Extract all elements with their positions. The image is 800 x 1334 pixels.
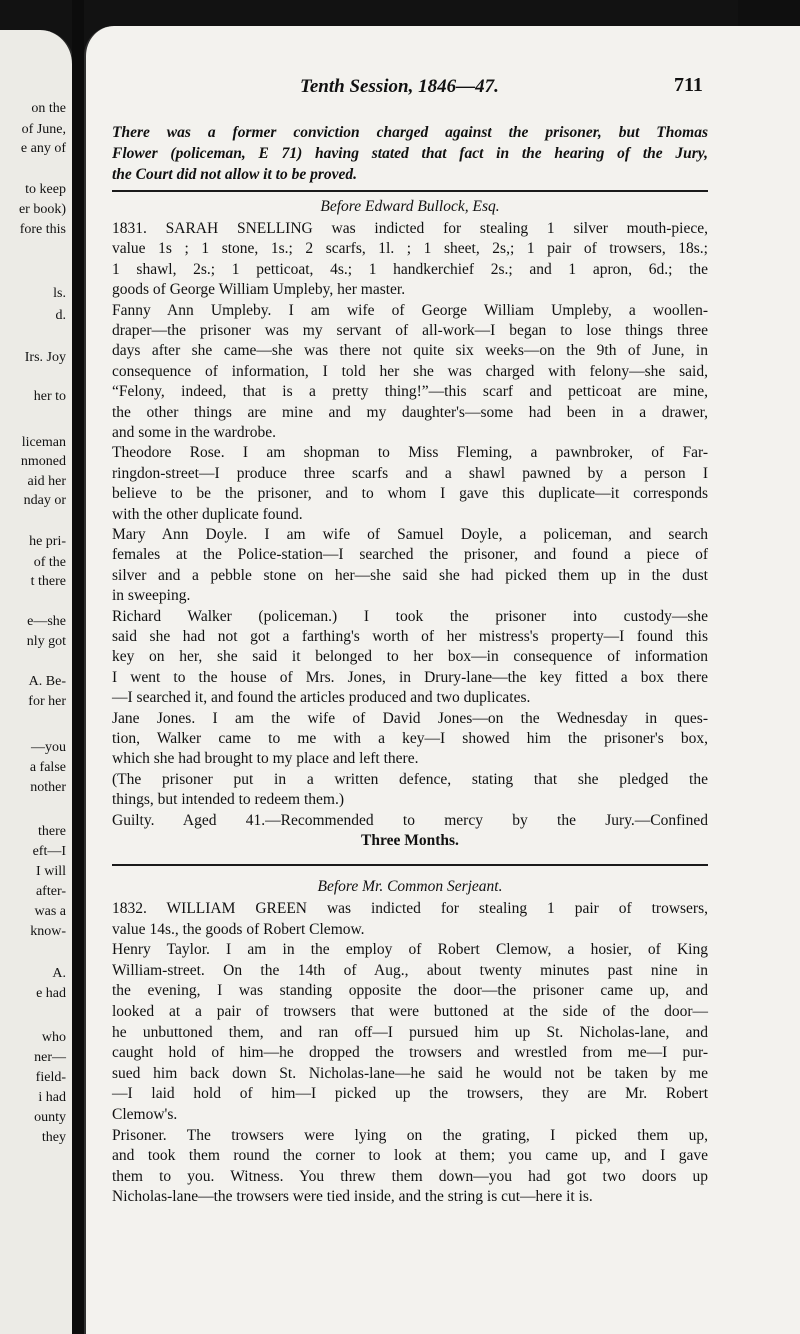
left-page-line: I will <box>36 864 66 879</box>
left-page-line: was a <box>34 904 66 919</box>
text-line: believe to be the prisoner, and to whom I gave this duplicate—it corresponds <box>112 485 708 503</box>
text-line: ringdon-street—I produce three scarfs and a shawl pawned by a person I <box>112 464 708 482</box>
left-page-line: Irs. Joy <box>24 350 66 365</box>
left-page-line: on the <box>31 101 66 116</box>
text-line: Jane Jones. I am the wife of David Jones—on the Wednesday in ques- <box>112 709 708 727</box>
left-page-line: fore this <box>19 222 66 237</box>
section-rule <box>112 190 708 192</box>
text-line: “Felony, indeed, that is a pretty thing!”—this scarf and petticoat are mine, <box>112 383 708 401</box>
left-page-line: to keep <box>25 182 66 197</box>
text-line: value 14s., the goods of Robert Clemow. <box>112 920 365 938</box>
text-line: —I searched it, and found the articles produced and two duplicates. <box>112 689 531 707</box>
left-page-line: for her <box>28 694 66 709</box>
case-before-heading: Before Mr. Common Serjeant. <box>317 878 503 895</box>
page-number: 711 <box>674 74 703 96</box>
text-line: which she had brought to my place and left there. <box>112 750 419 768</box>
text-line: goods of George William Umpleby, her master. <box>112 281 406 299</box>
left-page-fragment <box>0 30 74 1334</box>
left-page-line: e—she <box>27 614 66 629</box>
text-line: Fanny Ann Umpleby. I am wife of George William Umpleby, a woollen- <box>112 301 708 319</box>
left-page-line: know- <box>30 924 66 939</box>
text-line: I went to the house of Mrs. Jones, in Drury-lane—the key fitted a box there <box>112 668 708 686</box>
text-line: things, but intended to redeem them.) <box>112 791 345 809</box>
text-line: and took them round the corner to look at them; you came up, and I gave <box>112 1147 708 1165</box>
text-line: Mary Ann Doyle. I am wife of Samuel Doyle, a policeman, and search <box>112 526 708 543</box>
left-page-line: ner— <box>34 1050 66 1065</box>
text-line: the evening, I was standing opposite the door—the prisoner came up, and <box>112 982 708 1000</box>
text-line: said she had not got a farthing's worth of her mistress's property—I found this <box>112 628 708 645</box>
note-line: There was a former conviction charged against the prisoner, but Thomas <box>112 124 708 141</box>
text-line: Henry Taylor. I am in the employ of Robert Clemow, a hosier, of King <box>112 941 708 959</box>
page-top-edge-shadow <box>738 0 800 26</box>
left-page-line: e had <box>36 986 66 1001</box>
text-line: in sweeping. <box>112 587 191 605</box>
left-page-line: who <box>41 1030 66 1045</box>
left-page-line: they <box>41 1130 66 1145</box>
text-line: sued him back down St. Nicholas-lane—he said he would not be taken by me <box>112 1064 708 1082</box>
text-line: the other things are mine and my daughter's—some had been in a drawer, <box>112 403 708 421</box>
left-page-line: nmoned <box>20 454 66 469</box>
text-line: caught hold of him—he dropped the trowsers and wrestled from me—I pur- <box>112 1044 708 1062</box>
left-page-line: he pri- <box>29 534 66 549</box>
text-line: tion, Walker came to me with a key—I showed him the prisoner's box, <box>112 730 708 747</box>
text-line: Nicholas-lane—the trowsers were tied inside, and the string is cut—here it is. <box>112 1188 593 1206</box>
text-line: Three Months. <box>361 832 459 849</box>
running-head: Tenth Session, 1846—47. <box>300 76 499 97</box>
left-page-line: e any of <box>20 141 66 156</box>
left-page-line: after- <box>35 884 66 899</box>
left-page-line: A. Be- <box>28 674 66 689</box>
text-line: with the other duplicate found. <box>112 505 303 523</box>
text-line: Guilty. Aged 41.—Recommended to mercy by the Jury.—Confined <box>112 811 708 829</box>
text-line: 1832. WILLIAM GREEN was indicted for stealing 1 pair of trowsers, <box>112 900 708 917</box>
left-page-line: field- <box>35 1070 66 1085</box>
left-page-line: nly got <box>26 634 66 649</box>
text-line: draper—the prisoner was my servant of all-work—I began to lose things three <box>112 322 708 339</box>
left-page-line: nday or <box>23 493 66 508</box>
text-line: Theodore Rose. I am shopman to Miss Fleming, a pawnbroker, of Far- <box>112 444 708 462</box>
note-line: Flower (policeman, E 71) having stated that fact in the hearing of the Jury, <box>112 145 708 162</box>
left-page-line: nother <box>30 780 66 795</box>
left-page-line: A. <box>52 966 66 981</box>
left-page-line: —you <box>31 740 66 755</box>
text-line: females at the Police-station—I searched the prisoner, and found a piece of <box>112 546 708 564</box>
left-page-line: liceman <box>21 435 66 450</box>
left-page-line: eft—I <box>32 844 66 859</box>
left-page-line: t there <box>30 574 66 589</box>
text-line: he unbuttoned them, and ran off—I pursued him up St. Nicholas-lane, and <box>112 1023 708 1041</box>
left-page-line: her to <box>33 389 66 404</box>
case-before-heading: Before Edward Bullock, Esq. <box>320 198 500 215</box>
text-line: looked at a pair of trowsers that were buttoned at the side of the door— <box>112 1003 708 1020</box>
text-line: 1 shawl, 2s.; 1 petticoat, 4s.; 1 handkerchief 2s.; and 1 apron, 6d.; the <box>112 260 708 278</box>
book-spine <box>72 0 84 1334</box>
text-line: Clemow's. <box>112 1106 178 1123</box>
text-line: consequence of information, I told her she was charged with felony—she said, <box>112 362 708 380</box>
note-line: the Court did not allow it to be proved. <box>112 166 358 183</box>
section-rule <box>112 864 708 866</box>
left-page-line: of the <box>33 555 66 570</box>
left-page-line: there <box>38 824 66 839</box>
text-line: silver and a pebble stone on her—she said she had picked them up in the dust <box>112 566 708 584</box>
text-line: 1831. SARAH SNELLING was indicted for stealing 1 silver mouth-piece, <box>112 220 708 237</box>
left-page-line: of June, <box>21 122 66 137</box>
text-line: (The prisoner put in a written defence, stating that she pledged the <box>112 770 708 788</box>
text-line: days after she came—she was there not quite six weeks—on the 9th of June, in <box>112 342 708 360</box>
text-line: —I laid hold of him—I picked up the trowsers, they are Mr. Robert <box>112 1085 708 1103</box>
text-line: and some in the wardrobe. <box>112 424 276 441</box>
text-line: William-street. On the 14th of Aug., about twenty minutes past nine in <box>112 961 708 979</box>
left-page-line: aid her <box>27 474 66 489</box>
text-line: key on her, she said it belonged to her box—in consequence of information <box>112 648 708 666</box>
text-line: them to you. Witness. You threw them down—you had got two doors up <box>112 1167 708 1185</box>
left-page-line: i had <box>38 1090 66 1105</box>
left-page-line: d. <box>55 308 66 323</box>
left-page-line: ls. <box>53 286 66 301</box>
left-page-line: er book) <box>18 202 66 217</box>
text-line: Richard Walker (policeman.) I took the prisoner into custody—she <box>112 607 708 625</box>
left-page-line: ounty <box>34 1110 66 1125</box>
text-line: value 1s ; 1 stone, 1s.; 2 scarfs, 1l. ; 1 sheet, 2s,; 1 pair of trowsers, 18s.; <box>112 240 708 258</box>
text-line: Prisoner. The trowsers were lying on the grating, I picked them up, <box>112 1126 708 1144</box>
left-page-line: a false <box>29 760 66 775</box>
